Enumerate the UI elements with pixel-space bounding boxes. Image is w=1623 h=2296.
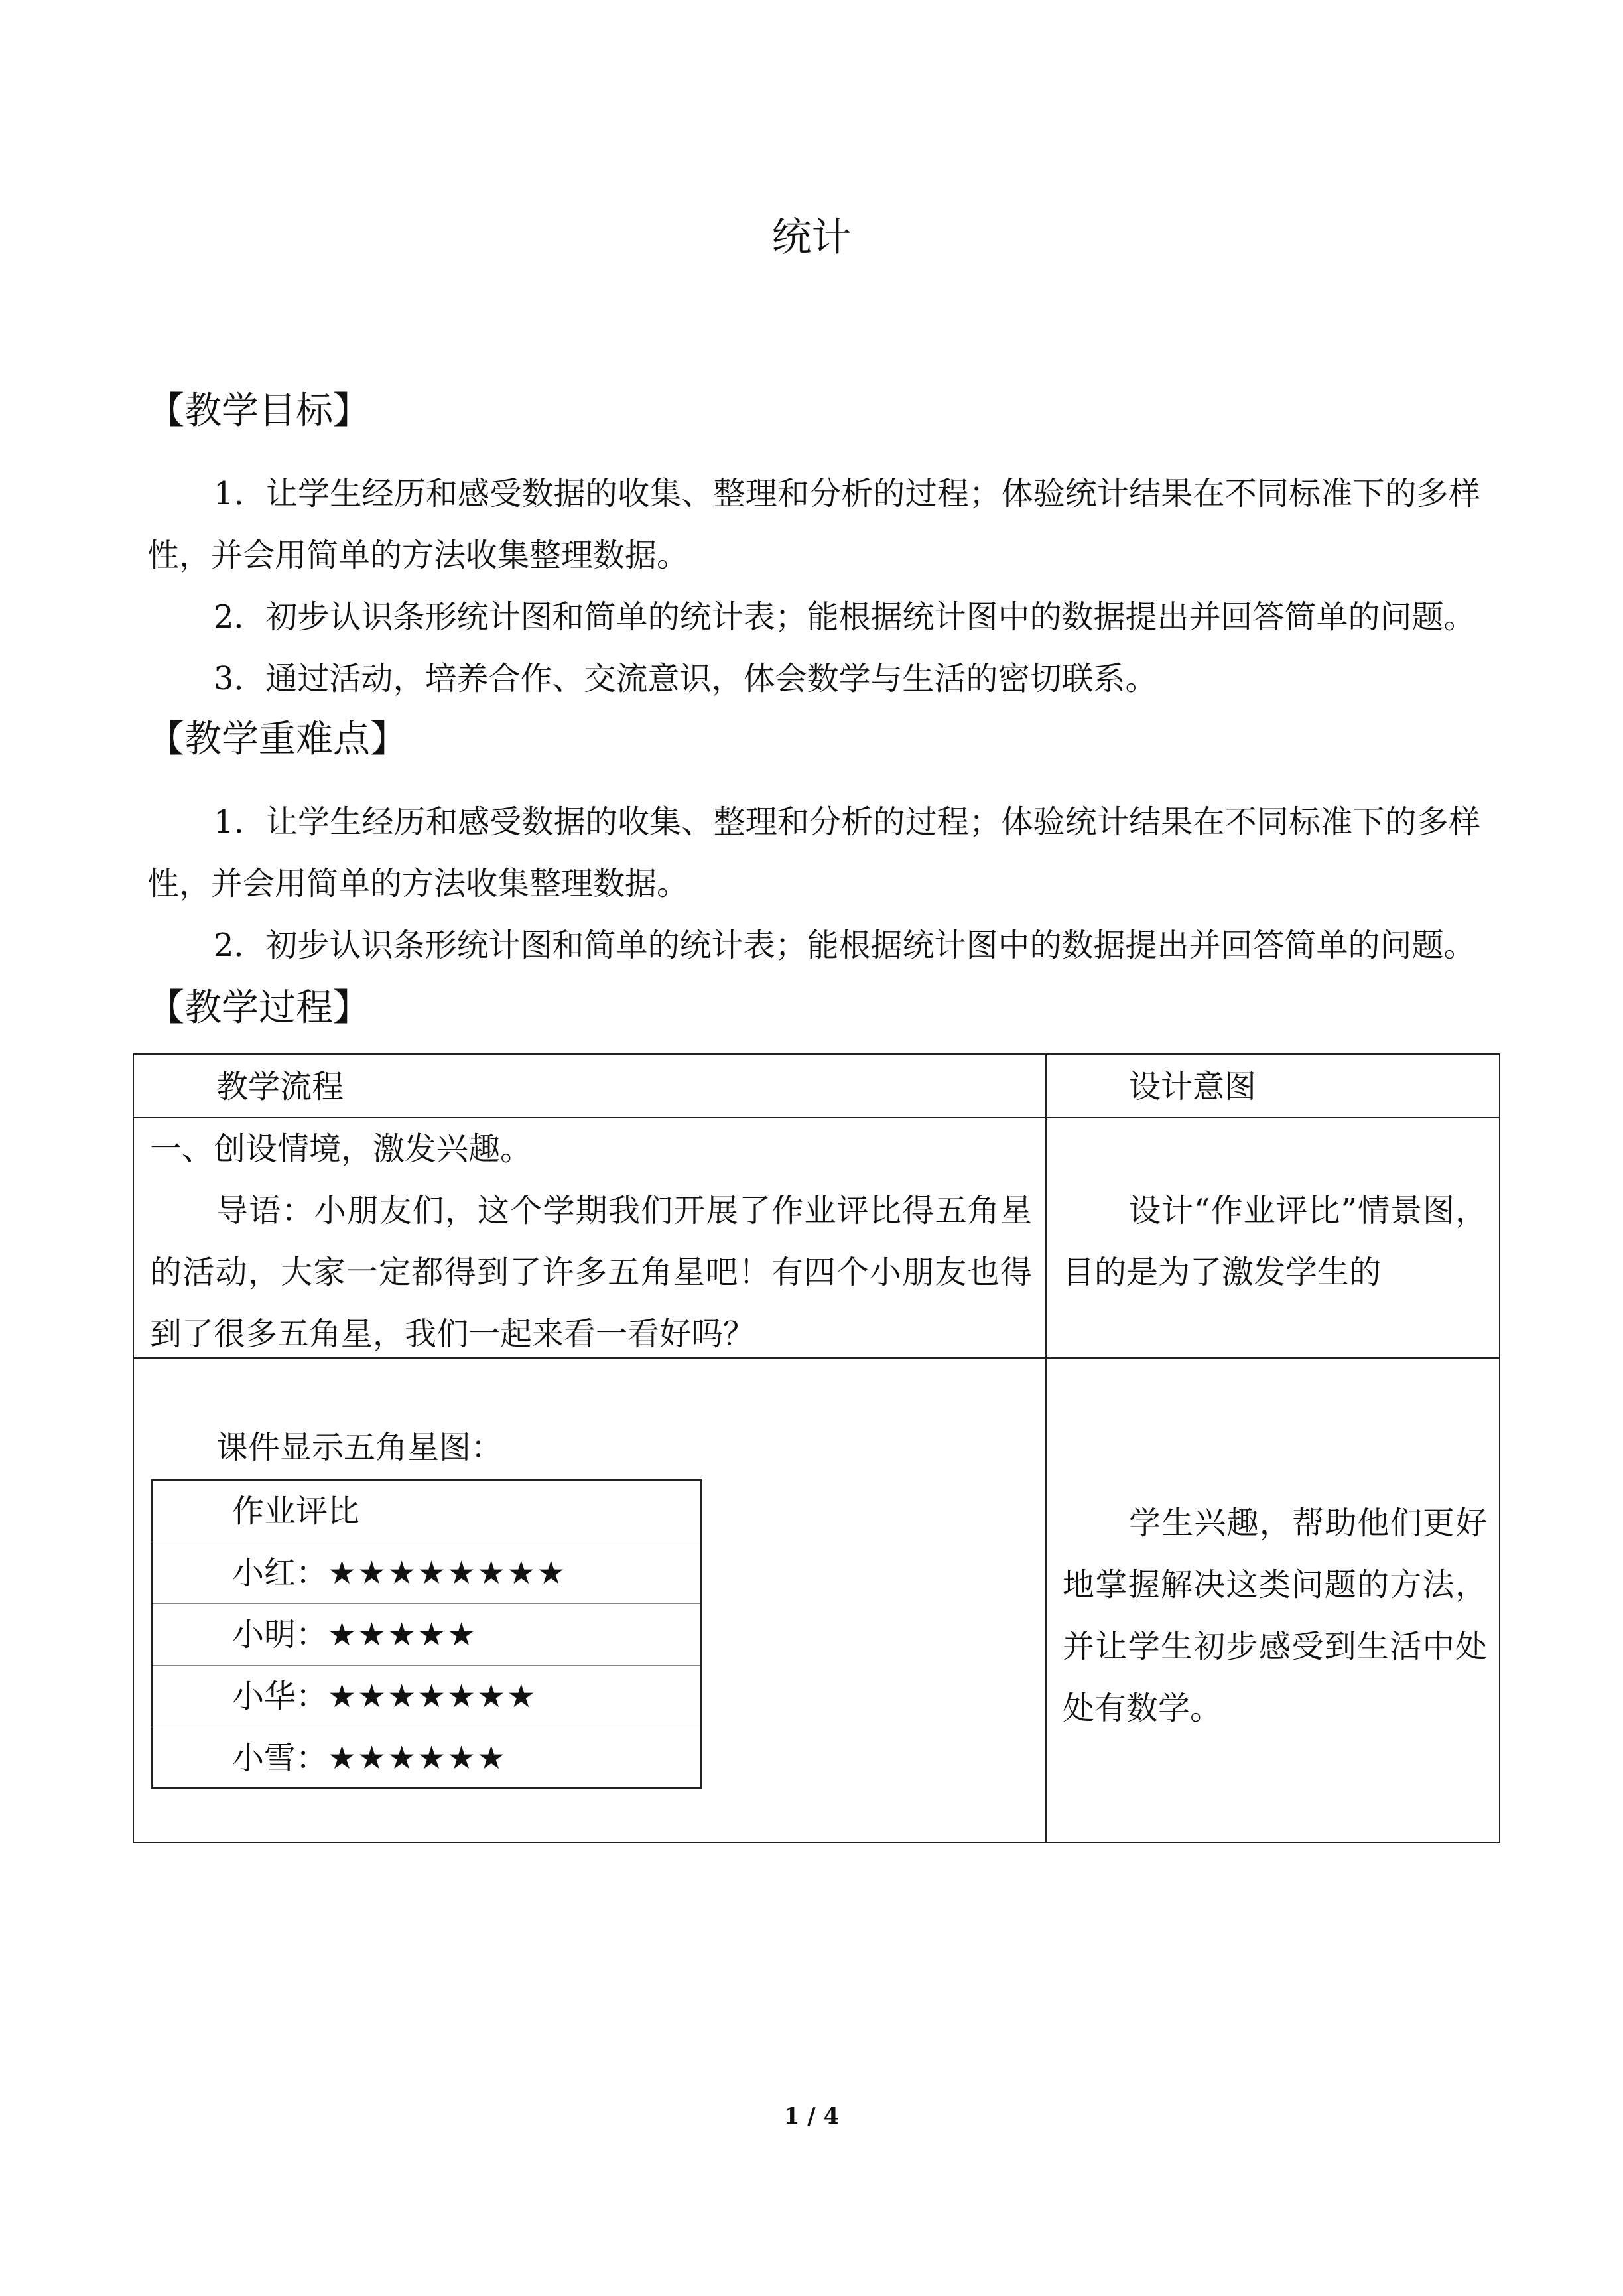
process-table xyxy=(133,1053,1500,1843)
page-title: 统计 xyxy=(771,214,852,261)
key-point-item-1: 1．让学生经历和感受数据的收集、整理和分析的过程；体验统计结果在不同标准下的多样性，并会用简单的方法收集整理数据。 xyxy=(147,803,1480,902)
page-number: 1 / 4 xyxy=(783,2103,840,2129)
key-point-item-2: 2．初步认识条形统计图和简单的统计表；能根据统计图中的数据提出并回答简单的问题。 xyxy=(214,927,1476,964)
star-row-xiaoming xyxy=(153,1604,700,1666)
header-design-intent: 设计意图 xyxy=(1129,1068,1257,1105)
student-name: 小红： xyxy=(232,1554,328,1591)
student-name: 小明： xyxy=(232,1616,328,1653)
star-icons: ★★★★★★ xyxy=(328,1739,507,1777)
star-icons: ★★★★★★★★ xyxy=(328,1554,567,1591)
objective-item-1: 1．让学生经历和感受数据的收集、整理和分析的过程；体验统计结果在不同标准下的多样性，并会用简单的方法收集整理数据。 xyxy=(147,475,1480,574)
star-row-xiaoxue xyxy=(153,1727,700,1789)
star-icons: ★★★★★ xyxy=(328,1616,478,1653)
star-icons: ★★★★★★★ xyxy=(328,1678,537,1715)
star-table-title: 作业评比 xyxy=(153,1481,700,1542)
objectives-heading: 【教学目标】 xyxy=(147,389,370,433)
column-divider xyxy=(1045,1055,1047,1842)
student-name: 小雪： xyxy=(232,1739,328,1777)
star-rating-table xyxy=(151,1479,702,1789)
objective-item-3: 3．通过活动，培养合作、交流意识，体会数学与生活的密切联系。 xyxy=(214,660,1157,697)
row2-design-intent: 学生兴趣，帮助他们更好地掌握解决这类问题的方法，并让学生初步感受到生活中处处有数学。 xyxy=(1063,1505,1487,1727)
star-row-xiaohong xyxy=(153,1542,700,1604)
row1-intro-text: 导语：小朋友们，这个学期我们开展了作业评比得五角星的活动，大家一定都得到了许多五角星吧！有四个小朋友也得到了很多五角星，我们一起来看一看好吗？ xyxy=(150,1192,1032,1353)
header-teaching-flow: 教学流程 xyxy=(216,1068,344,1105)
row1-design-intent: 设计“作业评比”情景图，目的是为了激发学生的 xyxy=(1063,1192,1487,1291)
objective-item-2: 2．初步认识条形统计图和简单的统计表；能根据统计图中的数据提出并回答简单的问题。 xyxy=(214,598,1476,636)
row1-section-title: 一、创设情境，激发兴趣。 xyxy=(150,1130,533,1168)
star-row-xiaohua xyxy=(153,1666,700,1727)
key-points-heading: 【教学重难点】 xyxy=(147,718,407,761)
process-heading: 【教学过程】 xyxy=(147,986,370,1030)
student-name: 小华： xyxy=(232,1678,328,1715)
row2-caption: 课件显示五角星图： xyxy=(216,1429,503,1466)
